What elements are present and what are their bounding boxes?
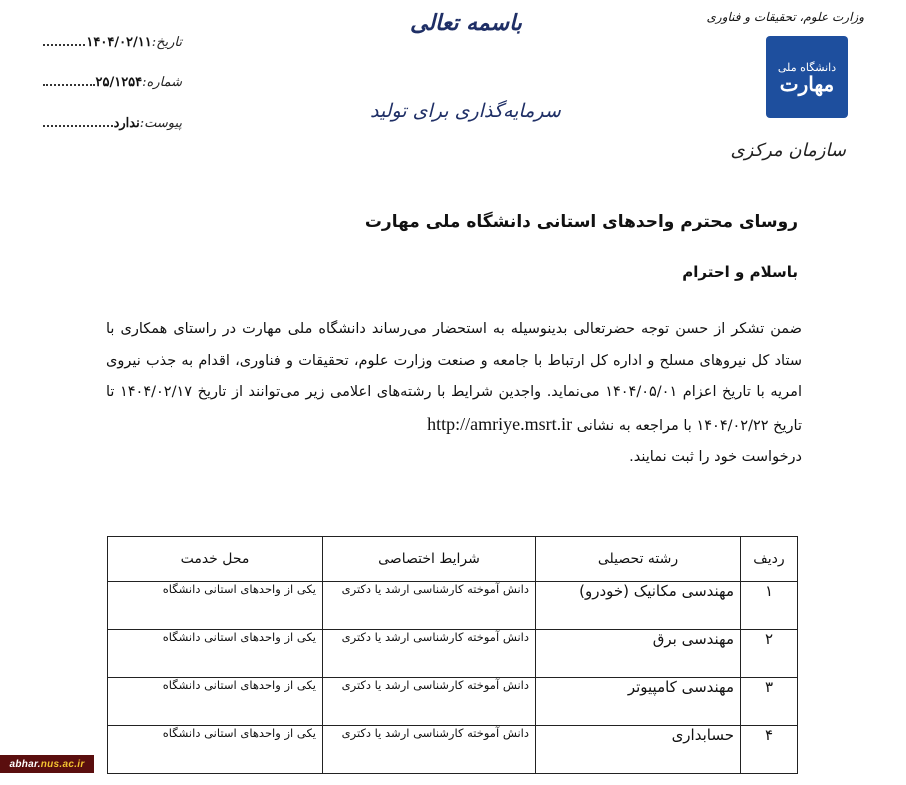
ministry-name: وزارت علوم، تحقیقات و فناوری: [706, 10, 864, 24]
row-condition: دانش آموخته کارشناسی ارشد یا دکتری: [323, 726, 536, 774]
date-label: تاریخ:: [151, 35, 182, 50]
header-row-number: ردیف: [741, 537, 798, 582]
watermark-badge: [0, 755, 94, 773]
bismillah-heading: باسمه تعالی: [410, 10, 522, 36]
watermark-prefix: abhar.: [9, 758, 41, 770]
body-text: ضمن تشکر از حسن توجه حضرتعالی بدینوسیله به استحضار می‌رساند دانشگاه ملی مهارت در راستای همکاری با ستاد کل نیروهای مسلح و اداره کل ارتباط با جامعه و صنعت وزارت علوم، تحقیقات و فناوری، اقدام به جذب نیروی امریه با تاریخ اعزام ۱۴۰۴/۰۵/۰۱ می‌نماید. واجدین شرایط با رشته‌های اعلامی زیر می‌توانند از تاریخ ۱۴۰۴/۰۲/۱۷ تا تاریخ ۱۴۰۴/۰۲/۲۲ با مراجعه به نشانی: [106, 321, 802, 434]
organization-name: سازمان مرکزی: [730, 140, 846, 161]
header-condition: شرایط اختصاصی: [323, 537, 536, 582]
header-field: رشته تحصیلی: [536, 537, 741, 582]
row-number: ۴: [741, 726, 798, 774]
meta-attachment: [42, 115, 182, 131]
year-slogan: سرمایه‌گذاری برای تولید: [370, 100, 561, 122]
attachment-label: پیوست:: [139, 116, 182, 131]
row-number: ۲: [741, 630, 798, 678]
number-label: شماره:: [142, 75, 182, 90]
meta-number: [42, 74, 182, 90]
requirements-table: [107, 536, 798, 774]
date-value: ۱۴۰۴/۰۲/۱۱: [86, 35, 152, 50]
table-row: [108, 630, 798, 678]
watermark-domain: nus.ac.ir: [40, 758, 85, 770]
registration-link[interactable]: http://amriye.msrt.ir: [427, 413, 573, 434]
row-place: یکی از واحدهای استانی دانشگاه: [108, 678, 323, 726]
row-number: ۳: [741, 678, 798, 726]
university-logo: [766, 36, 848, 118]
attachment-dots: [43, 115, 113, 127]
row-condition: دانش آموخته کارشناسی ارشد یا دکتری: [323, 678, 536, 726]
table-row: [108, 726, 798, 774]
table-row: [108, 582, 798, 630]
row-condition: دانش آموخته کارشناسی ارشد یا دکتری: [323, 582, 536, 630]
body-end-text: درخواست خود را ثبت نمایند.: [629, 449, 802, 465]
row-condition: دانش آموخته کارشناسی ارشد یا دکتری: [323, 630, 536, 678]
number-dots: [43, 74, 95, 86]
recipient-heading: روسای محترم واحدهای استانی دانشگاه ملی مهارت: [364, 212, 798, 232]
table-header-row: [108, 537, 798, 582]
greeting: باسلام و احترام: [682, 263, 798, 281]
header-place: محل خدمت: [108, 537, 323, 582]
row-place: یکی از واحدهای استانی دانشگاه: [108, 630, 323, 678]
row-field: مهندسی مکانیک (خودرو): [536, 582, 741, 630]
row-number: ۱: [741, 582, 798, 630]
table-row: [108, 678, 798, 726]
row-field: مهندسی کامپیوتر: [536, 678, 741, 726]
date-dots: [43, 34, 85, 46]
number-value: ۲۵/۱۲۵۴: [95, 75, 143, 90]
logo-top-text: دانشگاه ملی: [777, 60, 837, 74]
letter-body: [106, 314, 802, 474]
logo-main-text: مهارت: [779, 71, 835, 96]
row-field: مهندسی برق: [536, 630, 741, 678]
row-field: حسابداری: [536, 726, 741, 774]
row-place: یکی از واحدهای استانی دانشگاه: [108, 726, 323, 774]
row-place: یکی از واحدهای استانی دانشگاه: [108, 582, 323, 630]
meta-date: [42, 34, 182, 50]
attachment-value: ندارد: [113, 116, 140, 131]
